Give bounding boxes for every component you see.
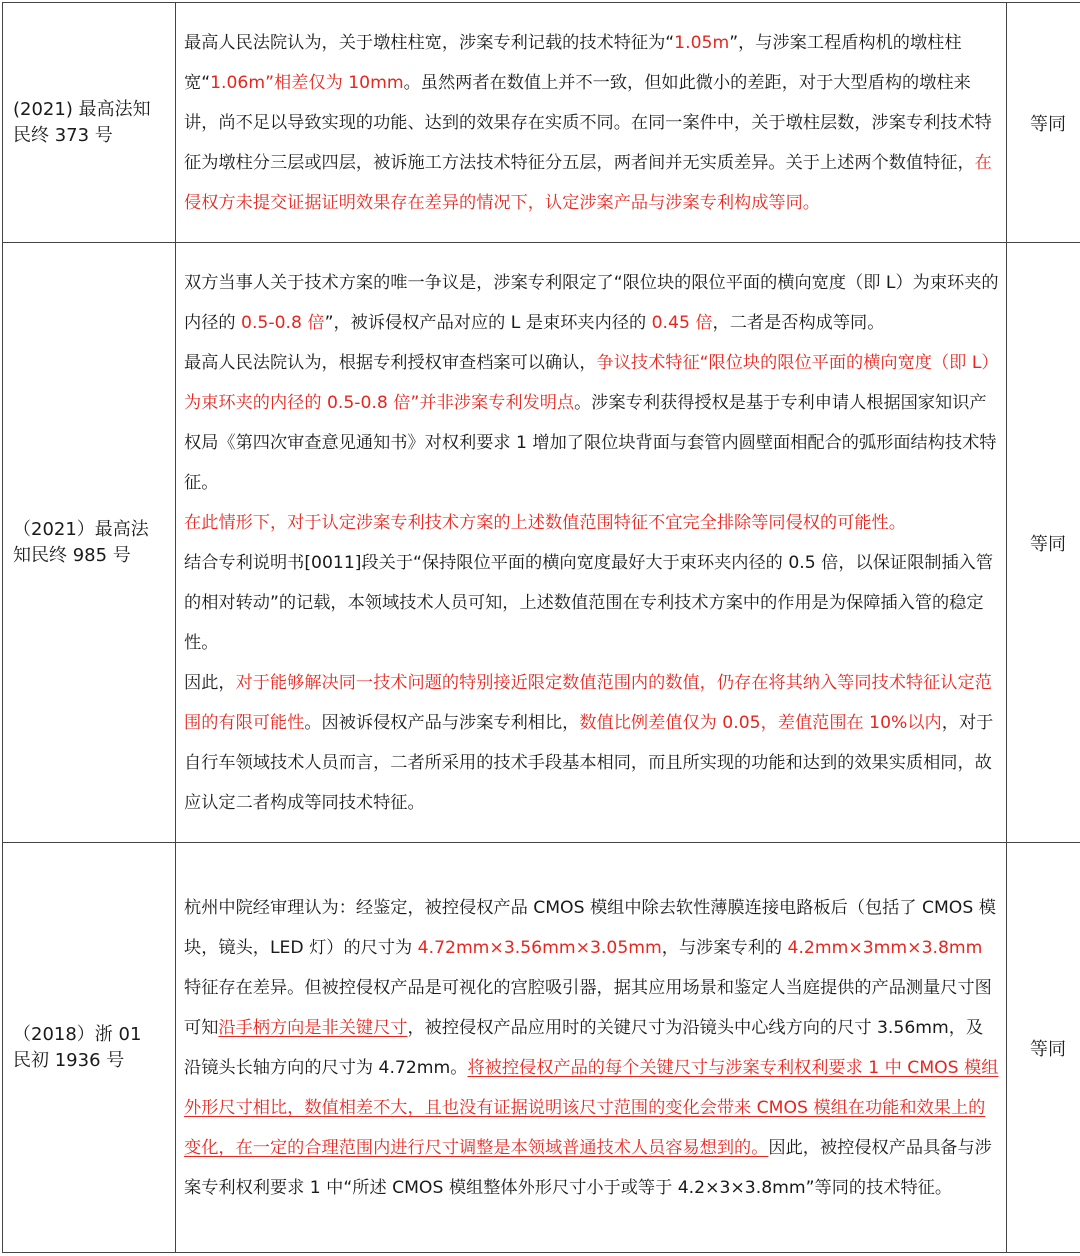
ruling-result: 等同 — [1007, 3, 1080, 243]
highlighted-text: 1.06m”相差仅为 10mm — [210, 72, 404, 93]
text-segment: 因此， — [184, 672, 236, 693]
highlighted-text: 争议技术特征“限位块的限位平面的横向宽度（即 L）为束环夹的内径的 0.5-0.8 倍”并非涉案专利发明点 — [184, 352, 999, 413]
highlighted-text: 0.5-0.8 倍 — [241, 312, 325, 333]
table-row — [3, 843, 1080, 1253]
case-reasoning — [176, 843, 1007, 1253]
ruling-result: 等同 — [1007, 243, 1080, 843]
comparison-table — [2, 2, 1080, 1253]
text-segment: 。涉案专利获得授权是基于专利申请人根据国家知识产权局《第四次审查意见通知书》对权利要求 1 增加了限位块背面与套管内圆壁面相配合的弧形面结构技术特征。 — [184, 392, 997, 493]
highlighted-text: 1.05m — [674, 32, 730, 53]
text-segment: ，对于自行车领域技术人员而言，二者所采用的技术手段基本相同，而且所实现的功能和达到的效果实质相同，故应认定二者构成等同技术特征。 — [184, 712, 994, 813]
text-segment: 因此，被控侵权产品具备与涉案专利权利要求 1 中“所述 CMOS 模组整体外形尺寸小于或等于 4.2×3×3.8mm”等同的技术特征。 — [184, 1137, 992, 1198]
case-number: （2018）浙 01 民初 1936 号 — [3, 843, 176, 1253]
text-segment: 最高人民法院认为，根据专利授权审查档案可以确认， — [184, 352, 597, 373]
text-segment: 特征存在差异。但被控侵权产品是可视化的宫腔吸引器，据其应用场景和鉴定人当庭提供的产品测量尺寸图可知 — [184, 977, 992, 1038]
text-segment: 。因被诉侵权产品与涉案专利相比， — [304, 712, 580, 733]
highlighted-text: 将被控侵权产品的每个关键尺寸与涉案专利权利要求 1 中 CMOS 模组外形尺寸相比，数值相差不大，且也没有证据说明该尺寸范围的变化会带来 CMOS 模组在功能和效果上的变化，在一定的合理范围内进行尺寸调整是本领域普通技术人员容易想到的。 — [184, 1057, 999, 1158]
case-reasoning — [176, 3, 1007, 243]
reasoning-paragraph — [184, 343, 1000, 503]
text-segment: 。虽然两者在数值上并不一致，但如此微小的差距，对于大型盾构的墩柱来讲，尚不足以导致实现的功能、达到的效果存在实质不同。在同一案件中，关于墩柱层数，涉案专利技术特征为墩柱分三层或四层，被诉施工方法技术特征分五层，两者间并无实质差异。关于上述两个数值特征， — [184, 72, 992, 173]
text-segment: ，二者是否构成等同。 — [712, 312, 885, 333]
highlighted-text: 对于能够解决同一技术问题的特别接近限定数值范围内的数值，仍存在将其纳入等同技术特征认定范围的有限可能性 — [184, 672, 992, 733]
ruling-result: 等同 — [1007, 843, 1080, 1253]
highlighted-text: 0.45 倍 — [651, 312, 713, 333]
highlighted-text: 沿手柄方向是非关键尺寸 — [218, 1017, 408, 1038]
text-segment: 杭州中院经审理认为：经鉴定，被控侵权产品 CMOS 模组中除去软性薄膜连接电路板后（包括了 CMOS 模块，镜头，LED 灯）的尺寸为 — [184, 897, 996, 958]
highlighted-text: 数值比例差值仅为 0.05，差值范围在 10%以内 — [579, 712, 942, 733]
reasoning-paragraph — [184, 263, 1000, 343]
reasoning-paragraph — [184, 23, 1000, 223]
reasoning-paragraph — [184, 543, 1000, 663]
text-segment: 双方当事人关于技术方案的唯一争议是，涉案专利限定了“限位块的限位平面的横向宽度（即 L）为束环夹的内径的 — [184, 272, 999, 333]
text-segment: ，被控侵权产品应用时的关键尺寸为沿镜头中心线方向的尺寸 3.56mm，及沿镜头长轴方向的尺寸为 4.72mm。 — [184, 1017, 984, 1078]
case-number: （2021）最高法知民终 985 号 — [3, 243, 176, 843]
reasoning-paragraph — [184, 888, 1000, 1208]
table-row — [3, 3, 1080, 243]
text-segment: 结合专利说明书[0011]段关于“保持限位平面的横向宽度最好大于束环夹内径的 0.5 倍，以保证限制插入管的相对转动”的记载，本领域技术人员可知，上述数值范围在专利技术方案中的作用是为保障插入管的稳定性。 — [184, 552, 994, 653]
table-row — [3, 243, 1080, 843]
text-segment: ”，与涉案工程盾构机的墩柱柱宽“ — [184, 32, 962, 93]
text-segment: 最高人民法院认为，关于墩柱柱宽，涉案专利记载的技术特征为“ — [184, 32, 675, 53]
highlighted-text: 在此情形下，对于认定涉案专利技术方案的上述数值范围特征不宜完全排除等同侵权的可能性。 — [184, 512, 906, 533]
case-reasoning — [176, 243, 1007, 843]
reasoning-paragraph — [184, 663, 1000, 823]
highlighted-text: 4.2mm×3mm×3.8mm — [787, 937, 983, 958]
reasoning-paragraph — [184, 503, 1000, 543]
highlighted-text: 4.72mm×3.56mm×3.05mm — [417, 937, 662, 958]
text-segment: ”，被诉侵权产品对应的 L 是束环夹内径的 — [324, 312, 652, 333]
highlighted-text: 在侵权方未提交证据证明效果存在差异的情况下，认定涉案产品与涉案专利构成等同。 — [184, 152, 992, 213]
case-number: (2021) 最高法知民终 373 号 — [3, 3, 176, 243]
text-segment: ，与涉案专利的 — [661, 937, 788, 958]
